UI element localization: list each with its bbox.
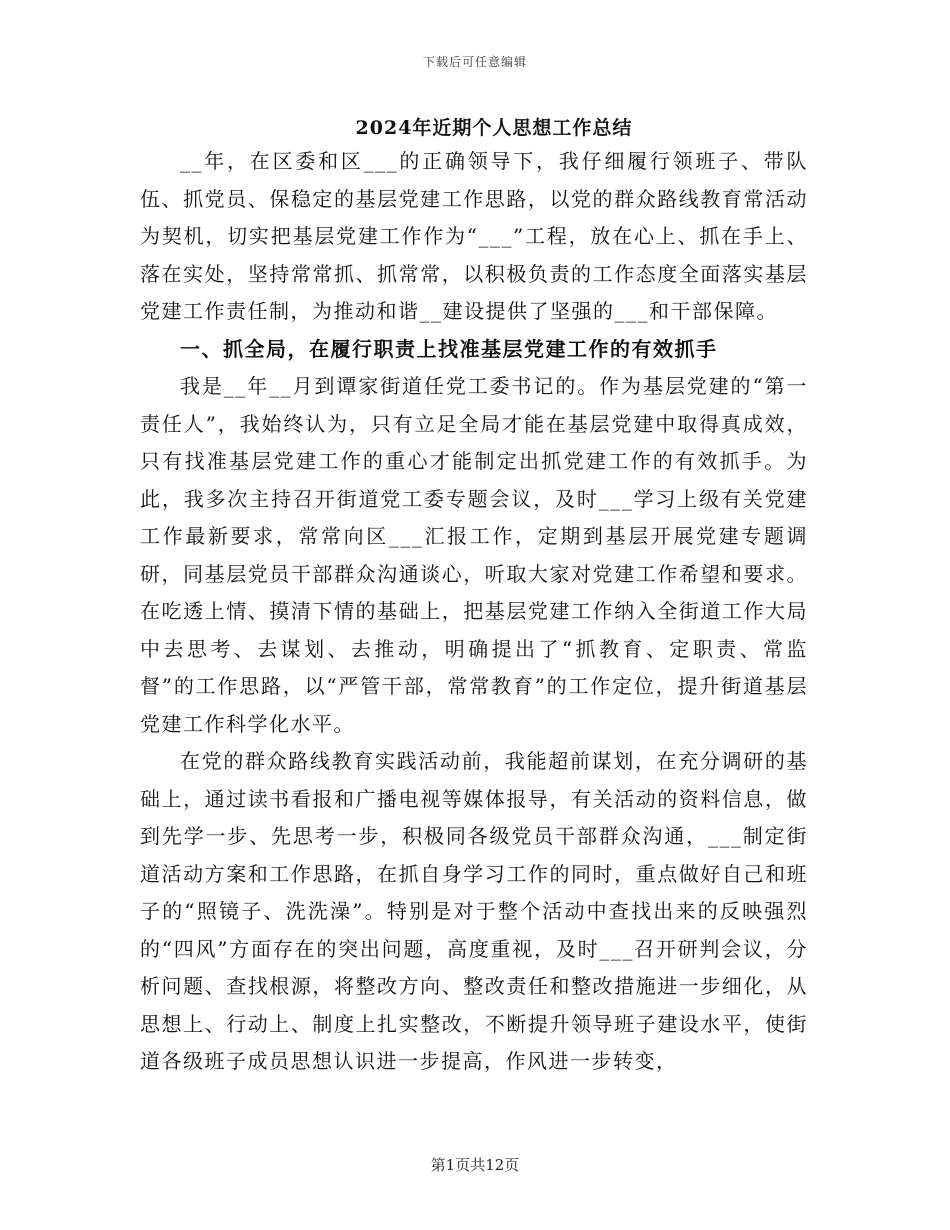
section-1-paragraph-1: 我是__年__月到谭家街道任党工委书记的。作为基层党建的“第一责任人”，我始终认为，只有立足全局才能在基层党建中取得真成效，只有找准基层党建工作的重心才能制定出抓党建工作的有效抓手。为此，我多次主持召开街道党工委专题会议，及时___学习上级有关党建工作最新要求，常常向区___汇报工作，定期到基层开展党建专题调研，同基层党员干部群众沟通谈心，听取大家对党建工作希望和要求。在吃透上情、摸清下情的基础上，把基层党建工作纳入全街道工作大局中去思考、去谋划、去推动，明确提出了“抓教育、定职责、常监督”的工作思路，以“严管干部，常常教育”的工作定位，提升街道基层党建工作科学化水平。 [140, 374, 808, 736]
intro-paragraph: __年，在区委和区___的正确领导下，我仔细履行领班子、带队伍、抓党员、保稳定的基层党建工作思路，以党的群众路线教育常活动为契机，切实把基层党建工作作为“___”工程，放在心上、抓在手上、落在实处，坚持常常抓、抓常常，以积极负责的工作态度全面落实基层党建工作责任制，为推动和谐__建设提供了坚强的___和干部保障。 [140, 149, 808, 323]
document-body [140, 113, 808, 1081]
page-number-footer: 第1页共12页 [430, 1156, 520, 1174]
section-heading-1: 一、抓全局，在履行职责上找准基层党建工作的有效抓手 [180, 336, 718, 361]
section-1-paragraph-2: 在党的群众路线教育实践活动前，我能超前谋划，在充分调研的基础上，通过读书看报和广播电视等媒体报导，有关活动的资料信息，做到先学一步、先思考一步，积极同各级党员干部群众沟通，___制定街道活动方案和工作思路，在抓自身学习工作的同时，重点做好自己和班子的“照镜子、洗洗澡”。特别是对于整个活动中查找出来的反映强烈的“四风”方面存在的突出问题，高度重视，及时___召开研判会议，分析问题、查找根源，将整改方向、整改责任和整改措施进一步细化，从思想上、行动上、制度上扎实整改，不断提升领导班子建设水平，使街道各级班子成员思想认识进一步提高，作风进一步转变， [140, 749, 808, 1073]
header-note: 下载后可任意编辑 [422, 55, 527, 69]
document-title: 2024年近期个人思想工作总结 [355, 117, 633, 139]
